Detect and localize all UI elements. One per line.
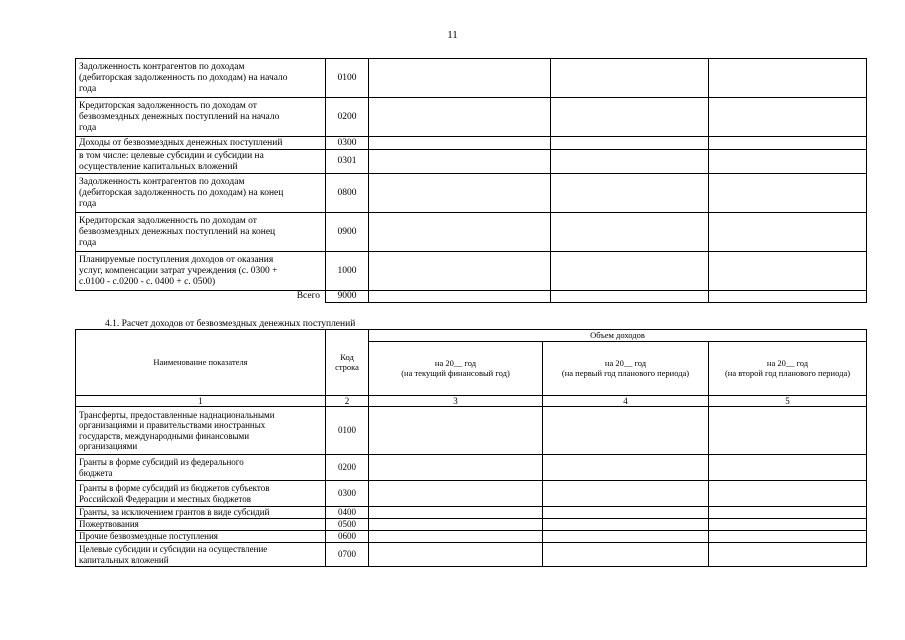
value-cell[interactable] (369, 291, 551, 303)
indicator-name-line: безвозмездных денежных поступлений на начало (79, 111, 280, 122)
indicator-name (76, 407, 326, 455)
header-code (326, 330, 369, 396)
value-cell[interactable] (369, 98, 551, 137)
row-code: 0300 (326, 137, 369, 150)
row-code: 0900 (326, 213, 369, 252)
row-code: 0200 (326, 98, 369, 137)
row-code: 0200 (326, 455, 369, 481)
value-cell[interactable] (709, 543, 867, 567)
table-row (76, 455, 867, 481)
column-number: 3 (369, 395, 543, 407)
table-row (76, 252, 867, 291)
column-number: 5 (709, 395, 867, 407)
indicator-name-line: Гранты в форме субсидий из федерального (79, 457, 244, 467)
row-code: 0600 (326, 531, 369, 543)
table-row (76, 481, 867, 507)
gratuitous-income-table (75, 329, 867, 567)
indicator-name-line: Задолженность контрагентов по доходам (79, 176, 245, 187)
row-code: 0300 (326, 481, 369, 507)
table-row (76, 59, 867, 98)
indicator-name (76, 252, 326, 291)
row-code: 0100 (326, 59, 369, 98)
indicator-name-line: года (79, 83, 97, 94)
value-cell[interactable] (709, 98, 867, 137)
column-number: 4 (543, 395, 709, 407)
section-title: 4.1. Расчет доходов от безвозмездных денежных поступлений (105, 319, 356, 329)
table-row (76, 519, 867, 531)
indicator-name-line: с.0100 - с.0200 - с. 0400 + с. 0500) (79, 276, 216, 287)
header-year-label: на 20__ год (766, 357, 809, 368)
value-cell[interactable] (543, 455, 709, 481)
indicator-name-line: года (79, 198, 97, 209)
indicator-name (76, 507, 326, 519)
value-cell[interactable] (709, 252, 867, 291)
table-row (76, 507, 867, 519)
value-cell[interactable] (369, 213, 551, 252)
header-year-period: (на текущий финансовый год) (401, 368, 510, 378)
header-year-label: на 20__ год (604, 357, 647, 368)
indicator-name-line: осуществление капитальных вложений (79, 161, 238, 172)
table-row (76, 150, 867, 174)
indicator-name-line: государств, международными финансовыми (79, 430, 250, 441)
indicator-name-line: бюджета (79, 467, 113, 478)
indicator-name-line: Гранты в форме субсидий из бюджетов субъектов (79, 483, 270, 493)
header-volume: Объем доходов (369, 330, 867, 342)
value-cell[interactable] (369, 507, 543, 519)
value-cell[interactable] (551, 252, 709, 291)
row-code: 0100 (326, 407, 369, 455)
indicator-name-line: организациями и правительствами иностранных (79, 420, 266, 430)
indicator-name-line: (дебиторская задолженность по доходам) на начало (79, 72, 288, 83)
row-code: 0301 (326, 150, 369, 174)
value-cell[interactable] (543, 519, 709, 531)
value-cell[interactable] (709, 137, 867, 150)
value-cell[interactable] (369, 481, 543, 507)
value-cell[interactable] (709, 174, 867, 213)
indicator-name (76, 519, 326, 531)
indicator-name (76, 59, 326, 98)
indicator-name-line: (дебиторская задолженность по доходам) на конец (79, 187, 284, 198)
value-cell[interactable] (543, 507, 709, 519)
indicator-name-line: в том числе: целевые субсидии и субсидии на (79, 150, 264, 161)
value-cell[interactable] (551, 137, 709, 150)
value-cell[interactable] (709, 519, 867, 531)
indicator-name-line: Трансферты, предоставленные наднациональными (79, 409, 275, 420)
indicator-name-line: Российской Федерации и местных бюджетов (79, 493, 251, 504)
total-code: 9000 (326, 291, 369, 303)
value-cell[interactable] (709, 407, 867, 455)
value-cell[interactable] (369, 531, 543, 543)
indicator-name-line: года (79, 122, 97, 133)
indicator-name-line: года (79, 237, 97, 248)
indicator-name (76, 543, 326, 567)
column-number: 1 (76, 395, 326, 407)
value-cell[interactable] (709, 150, 867, 174)
value-cell[interactable] (709, 59, 867, 98)
indicator-name-line: капитальных вложений (79, 554, 169, 565)
value-cell[interactable] (709, 531, 867, 543)
indicator-name (76, 98, 326, 137)
page-number: 11 (447, 29, 458, 41)
table-row (76, 531, 867, 543)
value-cell[interactable] (709, 291, 867, 303)
value-cell[interactable] (369, 174, 551, 213)
indicator-name (76, 150, 326, 174)
value-cell[interactable] (551, 291, 709, 303)
indicator-name-line: организациями (79, 441, 138, 451)
row-code: 0800 (326, 174, 369, 213)
value-cell[interactable] (551, 174, 709, 213)
indicator-name-line: безвозмездных денежных поступлений на конец (79, 226, 276, 237)
header-year-second-plan (709, 341, 867, 395)
indicator-name-line: Кредиторская задолженность по доходам от (79, 215, 257, 226)
row-code: 0700 (326, 543, 369, 567)
indicator-name-line: Задолженность контрагентов по доходам (79, 61, 245, 72)
indicator-name (76, 455, 326, 481)
total-label: Всего (296, 291, 320, 302)
value-cell[interactable] (369, 137, 551, 150)
value-cell[interactable] (709, 481, 867, 507)
header-year-period: (на первый год планового периода) (561, 368, 690, 378)
value-cell[interactable] (551, 98, 709, 137)
indicator-name-line: услуг, компенсации затрат учреждения (с. 0300 + (79, 265, 278, 276)
column-number: 2 (326, 395, 369, 407)
value-cell[interactable] (543, 407, 709, 455)
indicator-name-line: Целевые субсидии и субсидии на осуществление (79, 544, 268, 554)
value-cell[interactable] (551, 59, 709, 98)
value-cell[interactable] (369, 407, 543, 455)
value-cell[interactable] (543, 481, 709, 507)
indicator-name-line: Кредиторская задолженность по доходам от (79, 100, 257, 111)
value-cell[interactable] (551, 150, 709, 174)
header-code-line: Код (340, 351, 354, 362)
header-year-label: на 20__ год (434, 357, 477, 368)
indicator-name (76, 213, 326, 252)
value-cell[interactable] (369, 59, 551, 98)
indicator-name-line: Пожертвования (79, 519, 139, 530)
table-row (76, 98, 867, 137)
value-cell[interactable] (709, 213, 867, 252)
value-cell[interactable] (369, 519, 543, 531)
header-code-line: строка (335, 362, 359, 373)
table-row (76, 137, 867, 150)
indicator-name (76, 174, 326, 213)
value-cell[interactable] (709, 507, 867, 519)
indicator-name (76, 531, 326, 543)
row-code: 0500 (326, 519, 369, 531)
header-indicator: Наименование показателя (76, 330, 326, 396)
header-year-period: (на второй год планового периода) (724, 368, 851, 378)
value-cell[interactable] (369, 543, 543, 567)
indicator-name-line: Доходы от безвозмездных денежных поступлений (79, 137, 283, 148)
indicator-name-line: Планируемые поступления доходов от оказания (79, 254, 274, 265)
table-row (76, 543, 867, 567)
value-cell[interactable] (551, 213, 709, 252)
value-cell[interactable] (369, 455, 543, 481)
table-row (76, 213, 867, 252)
value-cell[interactable] (369, 150, 551, 174)
indicator-name (76, 481, 326, 507)
header-year-first-plan (543, 341, 709, 395)
indicator-name-line: Гранты, за исключением грантов в виде субсидий (79, 507, 270, 518)
indicator-name-line: Прочие безвозмездные поступления (79, 531, 218, 542)
total-row (76, 291, 867, 303)
value-cell[interactable] (543, 531, 709, 543)
row-code: 1000 (326, 252, 369, 291)
table-row (76, 407, 867, 455)
top-income-table (75, 58, 867, 303)
indicator-name (76, 137, 326, 150)
row-code: 0400 (326, 507, 369, 519)
value-cell[interactable] (709, 455, 867, 481)
value-cell[interactable] (369, 252, 551, 291)
table-row (76, 174, 867, 213)
value-cell[interactable] (543, 543, 709, 567)
header-year-current (369, 341, 543, 395)
